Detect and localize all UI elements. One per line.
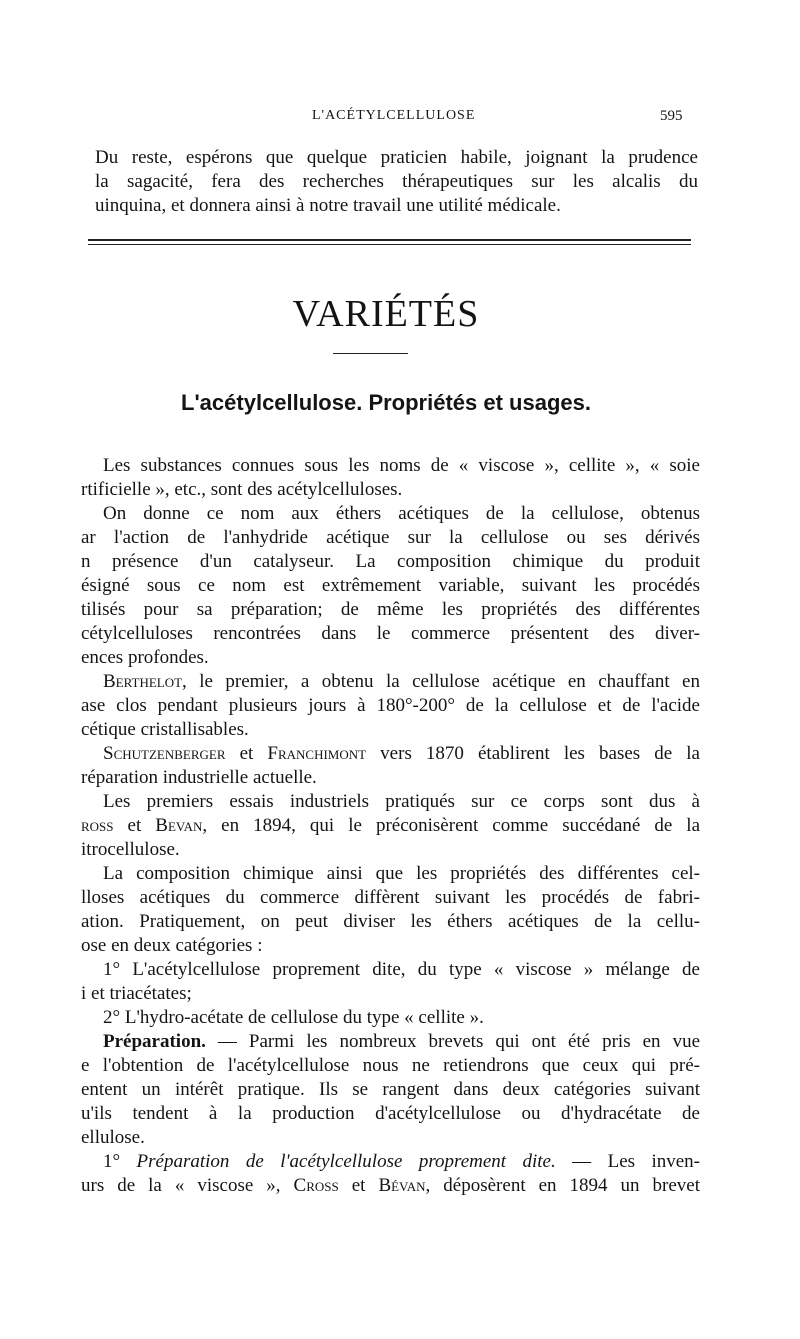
body-line-3: On donne ce nom aux éthers acétiques de la cellulose, obtenus — [103, 503, 700, 524]
body-line-6: ésigné sous ce nom est extrêmement variable, suivant les procédés — [81, 575, 700, 596]
body-line-31: urs de la « viscose », Cross et Bévan, déposèrent en 1894 un brevet — [81, 1175, 700, 1196]
double-rule-bottom — [88, 244, 691, 245]
body-line-14: réparation industrielle actuelle. — [81, 767, 317, 788]
preparation-heading: Préparation. — [103, 1031, 206, 1052]
body-line-30: 1° Préparation de l'acétylcellulose proprement dite. — Les inven- — [103, 1151, 700, 1172]
page-number: 595 — [660, 108, 683, 124]
body-line-1: Les substances connues sous les noms de « viscose », cellite », « soie — [103, 455, 700, 476]
body-line-2: rtificielle », etc., sont des acétylcelluloses. — [81, 479, 403, 500]
body-line-26: e l'obtention de l'acétylcellulose nous ne retiendrons que ceux qui pré- — [81, 1055, 700, 1076]
body-line-9: ences profondes. — [81, 647, 209, 668]
body-line-17: itrocellulose. — [81, 839, 180, 860]
body-line-4: ar l'action de l'anhydride acétique sur la cellulose ou ses dérivés — [81, 527, 700, 548]
author-cross: ross — [81, 815, 114, 836]
body-line-13: Schutzenberger et Franchimont vers 1870 établirent les bases de la — [103, 743, 700, 764]
body-line-10: Berthelot, le premier, a obtenu la cellulose acétique en chauffant en — [103, 671, 700, 692]
body-line-11: ase clos pendant plusieurs jours à 180°-200° de la cellulose et de l'acide — [81, 695, 700, 716]
subsection-heading: Préparation de l'acétylcellulose proprement dite. — [136, 1151, 556, 1172]
author-bevan: Bevan — [155, 815, 203, 836]
article-title: L'acétylcellulose. Propriétés et usages. — [181, 390, 591, 415]
body-line-15: Les premiers essais industriels pratiqués sur ce corps sont dus à — [103, 791, 700, 812]
body-line-21: ose en deux catégories : — [81, 935, 263, 956]
body-line-28: u'ils tendent à la production d'acétylcellulose ou d'hydracétate de — [81, 1103, 700, 1124]
page-header — [0, 108, 800, 130]
body-line-29: ellulose. — [81, 1127, 145, 1148]
body-line-18: La composition chimique ainsi que les propriétés des différentes cel- — [103, 863, 700, 884]
author-berthelot: Berthelot — [103, 671, 183, 692]
body-line-20: ation. Pratiquement, on peut diviser les éthers acétiques de la cellu- — [81, 911, 700, 932]
body-line-7: tilisés pour sa préparation; de même les propriétés des différentes — [81, 599, 700, 620]
author-cross: Cross — [293, 1175, 339, 1196]
title-divider — [333, 353, 408, 354]
author-franchimont: Franchimont — [267, 743, 367, 764]
body-line-8: cétylcelluloses rencontrées dans le commerce présentent des diver- — [81, 623, 700, 644]
intro-line-1: Du reste, espérons que quelque praticien habile, joignant la prudence — [95, 147, 698, 168]
body-line-16: ross et Bevan, en 1894, qui le préconisèrent comme succédané de la — [81, 815, 701, 836]
intro-line-2: la sagacité, fera des recherches thérapeutiques sur les alcalis du — [95, 171, 698, 192]
intro-line-3: uinquina, et donnera ainsi à notre travail une utilité médicale. — [95, 195, 561, 216]
running-title: L'ACÉTYLCELLULOSE — [312, 108, 476, 123]
body-line-12: cétique cristallisables. — [81, 719, 249, 740]
author-schutzenberger: Schutzenberger — [103, 743, 226, 764]
double-rule-top — [88, 239, 691, 241]
body-line-5: n présence d'un catalyseur. La composition chimique du produit — [81, 551, 700, 572]
section-title: VARIÉTÉS — [292, 293, 480, 335]
body-line-27: entent un intérêt pratique. Ils se rangent dans deux catégories suivant — [81, 1079, 700, 1100]
body-line-24: 2° L'hydro-acétate de cellulose du type « cellite ». — [103, 1007, 484, 1028]
body-line-25: Préparation. — Parmi les nombreux brevets qui ont été pris en vue — [103, 1031, 700, 1052]
body-line-23: i et triacétates; — [81, 983, 192, 1004]
body-line-19: lloses acétiques du commerce diffèrent suivant les procédés de fabri- — [81, 887, 700, 908]
body-line-22: 1° L'acétylcellulose proprement dite, du type « viscose » mélange de — [103, 959, 700, 980]
author-bevan: Bévan — [378, 1175, 426, 1196]
